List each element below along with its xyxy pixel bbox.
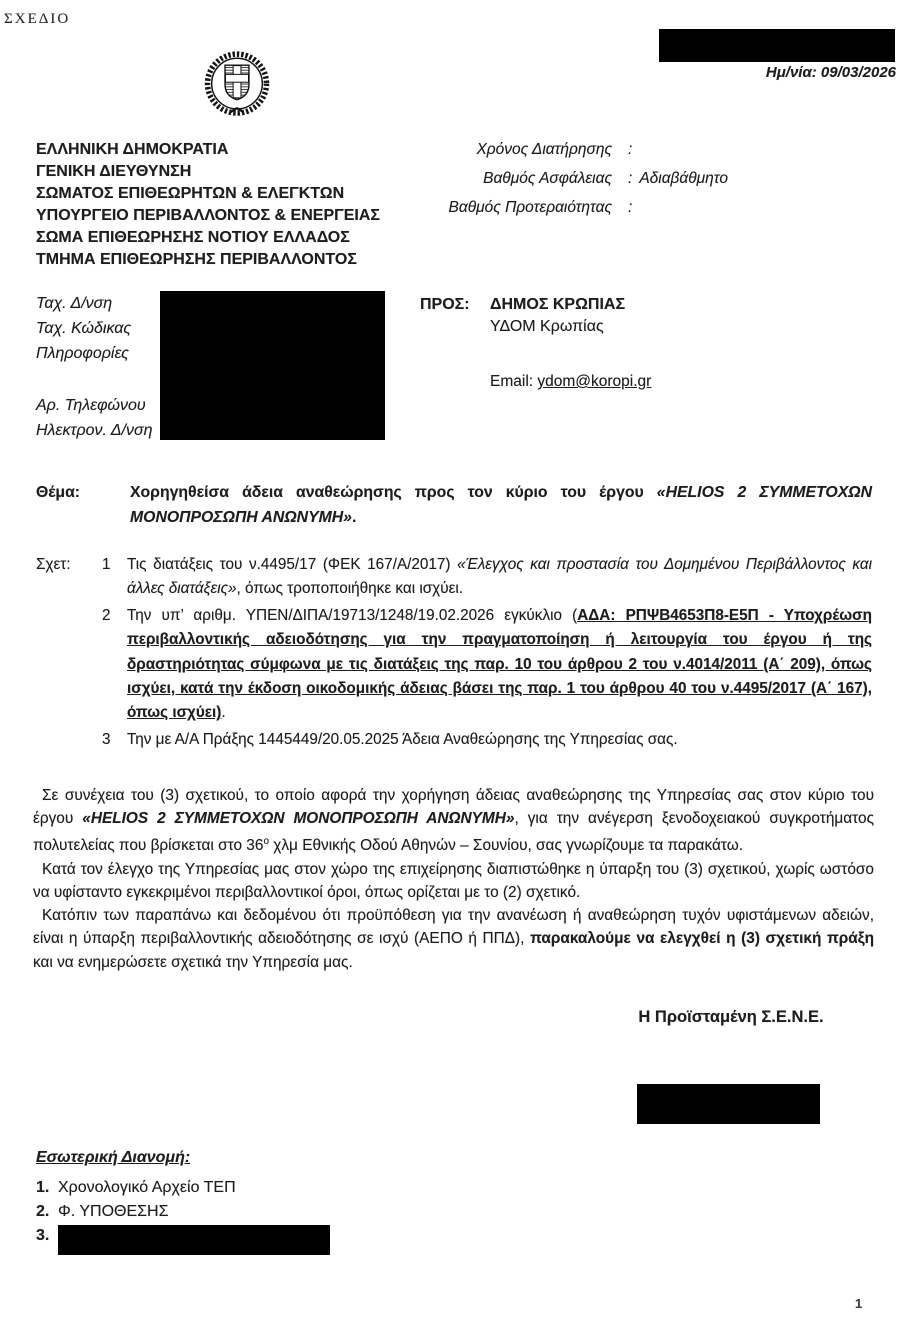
- body-paragraph-3: [33, 904, 874, 974]
- org-line: ΣΩΜΑ ΕΠΙΘΕΩΡΗΣΗΣ ΝΟΤΙΟΥ ΕΛΛΑΔΟΣ: [36, 229, 350, 246]
- body-text-part: Κατά τον έλεγχο της Υπηρεσίας μας στον χώρο της επιχείρησης διαπιστώθηκε η ύπαρξη του (3) σχετικού, χωρίς ωστόσο να υφίσταντο εγκεκριμένοι περιβαλλοντικοί όροι, όπως ορίζεται με το (2) σχετικό.: [33, 860, 874, 901]
- distribution-heading: Εσωτερική Διανομή:: [36, 1149, 191, 1166]
- subject-label: Θέμα:: [36, 484, 81, 501]
- meta-colon: :: [628, 170, 633, 187]
- distribution-item: [36, 1176, 330, 1200]
- org-line: ΓΕΝΙΚΗ ΔΙΕΥΘΥΝΣΗ: [36, 163, 192, 180]
- subject-prefix: Χορηγηθείσα άδεια αναθεώρησης προς τον κύριο του έργου: [130, 484, 657, 501]
- recipient-email-row: [490, 373, 651, 391]
- page-number: 1: [855, 1296, 863, 1311]
- body-text-part: χλμ Εθνικής Οδού Αθηνών – Σουνίου, σας γνωρίζουμε τα παρακάτω.: [269, 837, 744, 855]
- reference-text: [127, 604, 872, 726]
- reference-quoted-title: «Έλεγχος και προστασία του Δομημένου Περιβάλλοντος και άλλες διατάξεις»: [127, 556, 872, 598]
- references-block: [36, 553, 872, 754]
- spacer: [420, 314, 490, 339]
- email-link[interactable]: ydom@koropi.gr: [537, 373, 652, 390]
- body-paragraph-1: [33, 784, 874, 858]
- org-line: ΣΩΜΑΤΟΣ ΕΠΙΘΕΩΡΗΤΩΝ & ΕΛΕΓΚΤΩΝ: [36, 185, 345, 202]
- email-label: Email:: [490, 373, 534, 390]
- reference-ada-citation: ΑΔΑ: ΡΠΨΒ4653Π8-Ε5Π - Υποχρέωση περιβαλλοντικής αδειοδότησης για την πραγματοποίηση ή λειτουργία του έργου ή της δραστηριότητας σύμφωνα με τις διατάξεις της παρ. 10 του άρθρου 2 του ν.4014/2011 (Α΄ 209), όπως ισχύει, κατά την έκδοση οικοδομικής άδειας βάσει της παρ. 1 του άρθρου 40 του ν.4495/2017 (Α΄ 167), όπως ισχύει): [127, 606, 872, 722]
- body-text-part: και να ενημερώσετε σχετικά την Υπηρεσία μας.: [33, 953, 353, 971]
- meta-label: Βαθμός Ασφάλειας: [483, 170, 612, 187]
- distribution-item: [36, 1200, 330, 1224]
- contact-info-block: [36, 291, 153, 443]
- subject-suffix: .: [351, 508, 357, 526]
- project-name: «HELIOS 2 ΣΥΜΜΕΤΟΧΩΝ ΜΟΝΟΠΡΟΣΩΠΗ ΑΝΩΝΥΜΗ»: [82, 810, 515, 828]
- spacer: [36, 366, 153, 393]
- date-line: Ημ/νία: 09/03/2026: [765, 64, 896, 81]
- reference-item: [102, 553, 872, 602]
- org-line: ΤΜΗΜΑ ΕΠΙΘΕΩΡΗΣΗΣ ΠΕΡΙΒΑΛΛΟΝΤΟΣ: [36, 251, 357, 268]
- body-paragraph-2: [33, 858, 874, 904]
- subject-text: [130, 481, 872, 530]
- contact-label-email-address: Ηλεκτρον. Δ/νση: [36, 422, 153, 439]
- distribution-number: 3.: [36, 1227, 50, 1244]
- reference-number: 1: [102, 556, 111, 573]
- reference-number: 3: [102, 730, 111, 748]
- signatory-title: Η Προϊσταμένη Σ.Ε.Ν.Ε.: [638, 1008, 824, 1026]
- recipient-block: [420, 296, 625, 339]
- body-text-part: Κατόπιν των παραπάνω και δεδομένου ότι προϋπόθεση για την ανανέωση ή αναθεώρηση τυχόν υφιστάμενων αδειών, είναι η ύπαρξη περιβαλλοντικής αδειοδότησης σε ισχύ (ΑΕΠΟ ή ΠΠΔ),: [33, 907, 874, 948]
- redacted-protocol-box: [659, 29, 895, 62]
- reference-part: Τις διατάξεις του ν.4495/17 (ΦΕΚ 167/Α/2017): [127, 556, 458, 573]
- meta-row-retention: [420, 141, 728, 170]
- draft-label: ΣΧΕΔΙΟ: [4, 11, 71, 27]
- reference-item: [102, 728, 872, 752]
- reference-part: Την υπ’ αριθμ. ΥΠΕΝ/ΔΙΠΑ/19713/1248/19.02.2026 εγκύκλιο (: [127, 606, 578, 624]
- greek-national-emblem-icon: [202, 47, 272, 122]
- meta-colon: :: [628, 141, 633, 158]
- reference-text: Την με Α/Α Πράξης 1445449/20.05.2025 Άδεια Αναθεώρησης της Υπηρεσίας σας.: [127, 730, 678, 748]
- reference-part: .: [221, 704, 226, 722]
- reference-number: 2: [102, 606, 111, 624]
- org-line: ΕΛΛΗΝΙΚΗ ΔΗΜΟΚΡΑΤΙΑ: [36, 141, 229, 158]
- contact-label-postcode: Ταχ. Κώδικας: [36, 320, 132, 337]
- meta-row-priority: [420, 199, 728, 228]
- meta-value: Αδιαβάθμητο: [639, 170, 728, 187]
- contact-label-phone: Αρ. Τηλεφώνου: [36, 397, 146, 414]
- meta-row-security: [420, 170, 728, 199]
- reference-text: [127, 553, 872, 602]
- distribution-text: Φ. ΥΠΟΘΕΣΗΣ: [58, 1203, 169, 1220]
- distribution-text: Χρονολογικό Αρχείο ΤΕΠ: [58, 1179, 236, 1196]
- redacted-contact-box: [160, 291, 385, 440]
- letter-body: [33, 784, 874, 974]
- reference-item: [102, 604, 872, 726]
- meta-colon: :: [628, 199, 633, 216]
- subject-block: [36, 481, 872, 530]
- body-text-part: Σε συνέχεια του (3) σχετικού, το οποίο αφορά την χορήγηση άδειας αναθεώρησης της Υπηρεσίας σας στον κύριο του έργου: [33, 787, 874, 828]
- redacted-distribution-box: [58, 1225, 330, 1255]
- references-label: Σχετ:: [36, 556, 71, 573]
- contact-label-information: Πληροφορίες: [36, 345, 129, 362]
- meta-label: Βαθμός Προτεραιότητας: [448, 199, 612, 216]
- org-line: ΥΠΟΥΡΓΕΙΟ ΠΕΡΙΒΑΛΛΟΝΤΟΣ & ΕΝΕΡΓΕΙΑΣ: [36, 207, 380, 224]
- body-text-part: , για την ανέγερση ξενοδοχειακού συγκροτήματος πολυτελείας που βρίσκεται στο 36: [33, 810, 874, 855]
- reference-part: , όπως τροποποιήθηκε και ισχύει.: [236, 580, 464, 598]
- recipient-name: ΔΗΜΟΣ ΚΡΩΠΙΑΣ: [490, 296, 626, 313]
- distribution-number: 1.: [36, 1179, 50, 1196]
- internal-distribution-block: [36, 1149, 330, 1255]
- to-label: ΠΡΟΣ:: [420, 296, 470, 313]
- recipient-department: ΥΔΟΜ Κρωπίας: [490, 318, 604, 335]
- ordinal-superscript: ο: [263, 836, 269, 848]
- project-name: «HELIOS 2 ΣΥΜΜΕΤΟΧΩΝ ΜΟΝΟΠΡΟΣΩΠΗ ΑΝΩΝΥΜΗ»: [130, 484, 872, 526]
- request-emphasis: παρακαλούμε να ελεγχθεί η (3) σχετική πράξη: [530, 930, 874, 948]
- distribution-item: [36, 1224, 330, 1255]
- issuing-authority-block: [36, 139, 446, 271]
- distribution-number: 2.: [36, 1203, 50, 1220]
- meta-label: Χρόνος Διατήρησης: [476, 141, 612, 158]
- classification-meta: [420, 141, 728, 228]
- contact-label-address: Ταχ. Δ/νση: [36, 295, 113, 312]
- redacted-signature-box: [637, 1084, 820, 1124]
